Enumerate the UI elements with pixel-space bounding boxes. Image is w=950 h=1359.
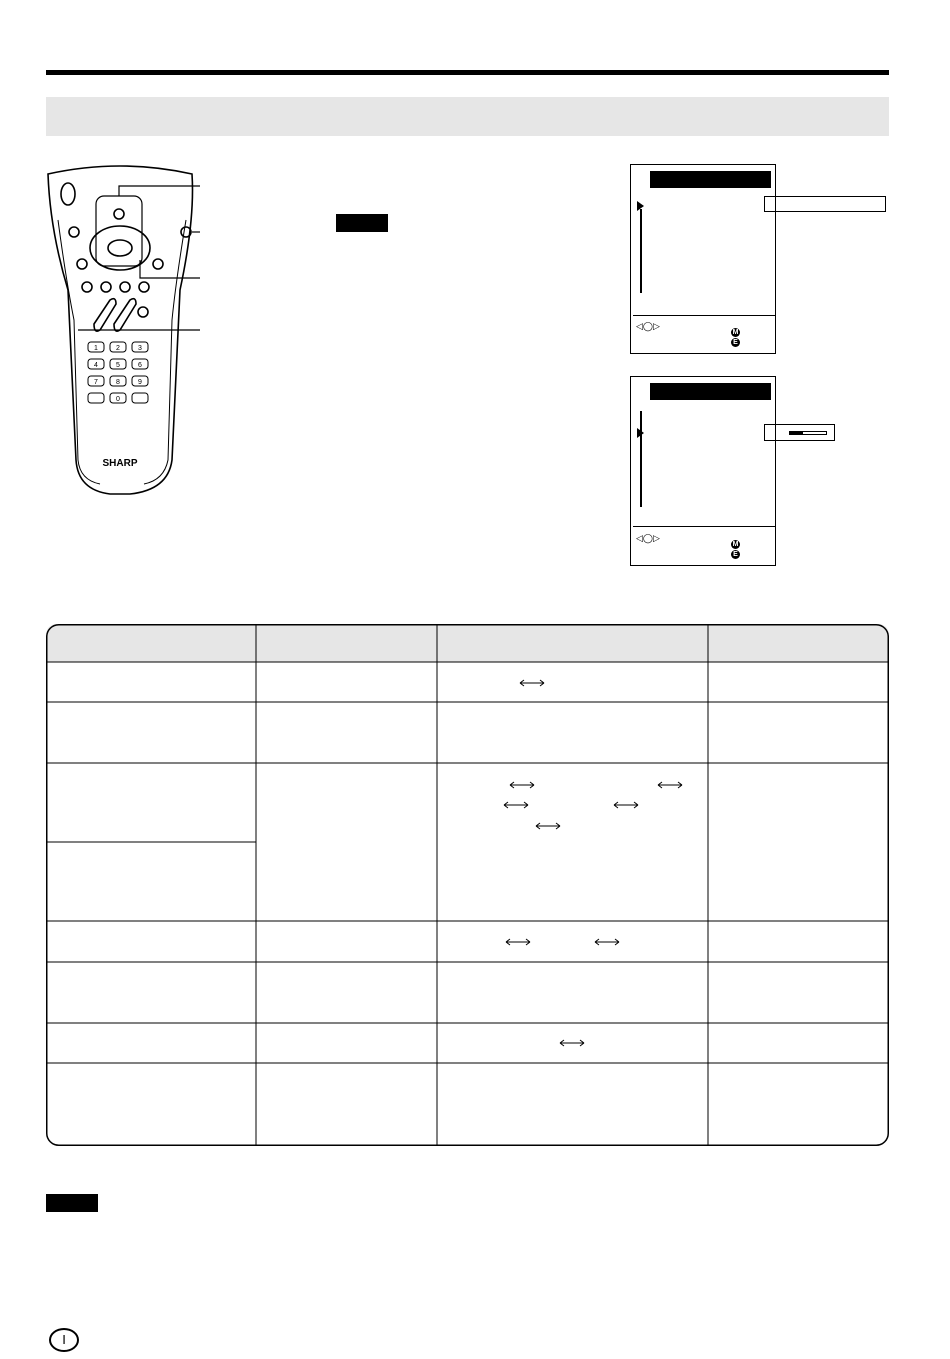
osd-scroll-line [640,411,642,507]
menu-key-icon: M [732,541,739,548]
svg-text:2: 2 [116,345,120,352]
remote-control-illustration [40,160,210,500]
svg-text:8: 8 [116,379,120,386]
note-tag [46,1194,98,1212]
dpad-arrows-icon: ◁◯▷ [636,533,660,543]
table-grid [46,624,889,1146]
osd-screen-2 [630,376,776,566]
svg-text:5: 5 [116,362,120,369]
slider-track [789,431,827,435]
note-tag [336,214,388,232]
exit-key-icon: E [731,550,740,559]
svg-text:3: 3 [138,345,142,352]
svg-text:4: 4 [94,362,98,369]
osd-scroll-line [640,209,642,293]
svg-text:1: 1 [94,345,98,352]
svg-text:6: 6 [138,362,142,369]
menu-key-icon: M [732,329,739,336]
exit-key-icon: E [731,338,740,347]
svg-text:9: 9 [138,379,142,386]
slider-fill [790,432,803,434]
section-header-band [46,97,889,136]
dpad-arrows-icon: ◁◯▷ [636,321,660,331]
osd-title [650,383,771,400]
osd-value-box [764,196,886,212]
remote-brand-logo: SHARP [102,458,138,469]
osd-title [650,171,771,188]
osd-divider [633,526,775,527]
double-arrow-icons [504,680,682,1046]
svg-text:7: 7 [94,379,98,386]
svg-text:0: 0 [116,396,120,403]
settings-table [46,624,889,1146]
page-marker: I [49,1328,79,1352]
osd-divider [633,315,775,316]
top-rule [46,70,889,75]
osd-slider-box [764,424,835,441]
osd-screen-1 [630,164,776,354]
